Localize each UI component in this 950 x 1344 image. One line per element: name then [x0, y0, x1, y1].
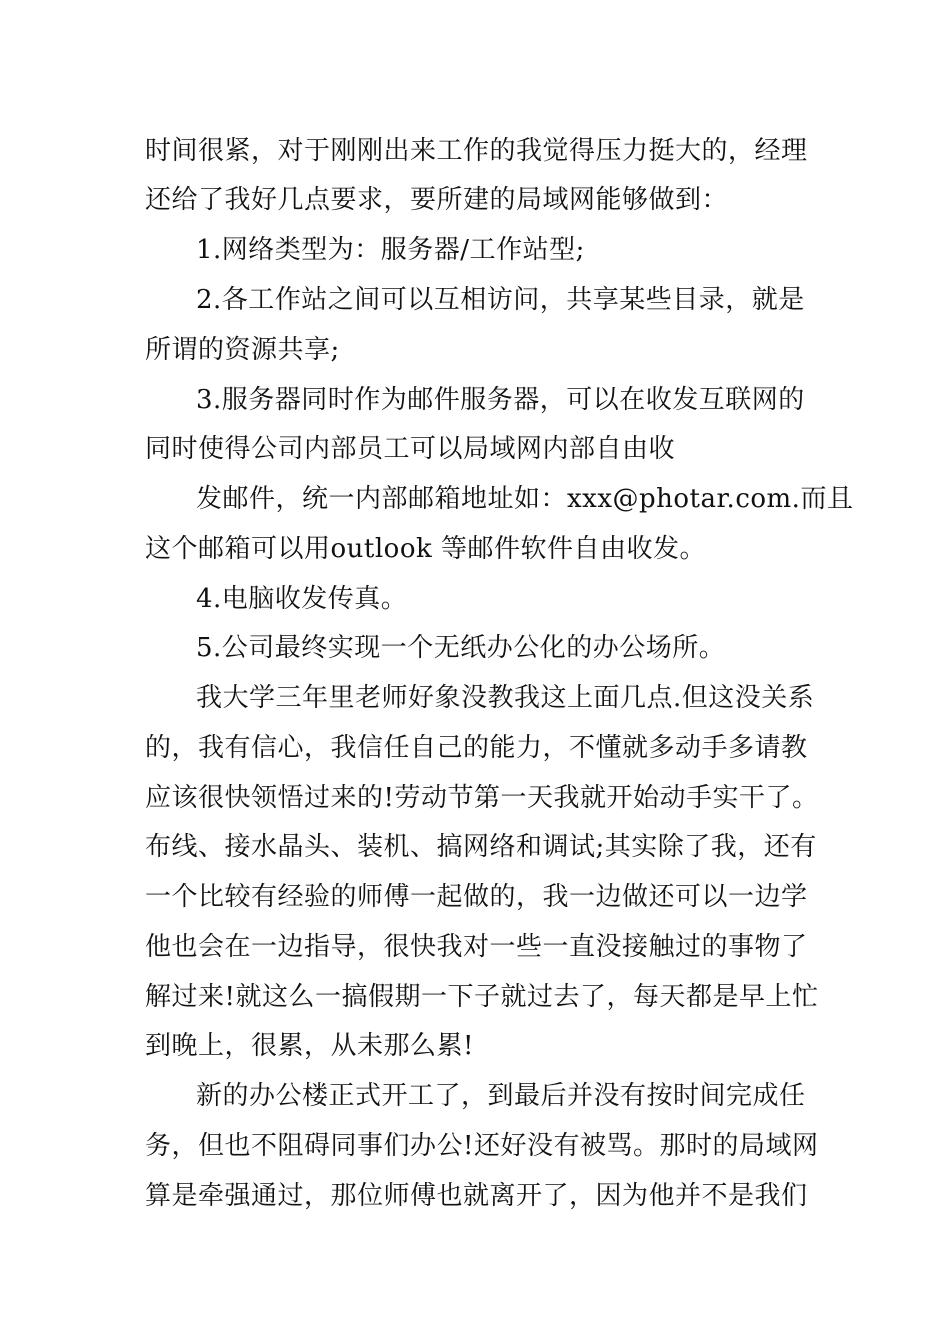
text-line: 一个比较有经验的师傅一起做的，我一边做还可以一边学 — [145, 882, 808, 912]
text-line: 应该很快领悟过来的!劳动节第一天我就开始动手实干了。 — [145, 783, 819, 813]
text-line: 所谓的资源共享; — [145, 335, 340, 365]
text-line: 他也会在一边指导，很快我对一些一直没接触过的事物了 — [145, 932, 808, 962]
text-line: 发邮件，统一内部邮箱地址如：xxx@photar.com.而且 — [196, 484, 854, 514]
text-line: 还给了我好几点要求，要所建的局域网能够做到： — [145, 185, 729, 215]
text-line: 解过来!就这么一搞假期一下子就过去了，每天都是早上忙 — [145, 982, 819, 1012]
text-line: 算是牵强通过，那位师傅也就离开了，因为他并不是我们 — [145, 1181, 808, 1211]
list-item-2: 2.各工作站之间可以互相访问，共享某些目录，就是 — [196, 285, 805, 315]
text-line: 布线、接水晶头、装机、搞网络和调试;其实除了我，还有 — [145, 832, 817, 862]
text-line: 时间很紧，对于刚刚出来工作的我觉得压力挺大的，经理 — [145, 136, 808, 166]
text-line: 务，但也不阻碍同事们办公!还好没有被骂。那时的局域网 — [145, 1131, 819, 1161]
paragraph-start: 我大学三年里老师好象没教我这上面几点.但这没关系 — [196, 683, 815, 713]
text-line: 这个邮箱可以用outlook 等邮件软件自由收发。 — [145, 534, 706, 564]
text-line: 同时使得公司内部员工可以局域网内部自由收 — [145, 434, 676, 464]
list-item-5: 5.公司最终实现一个无纸办公化的办公场所。 — [196, 633, 726, 663]
text-line: 的，我有信心，我信任自己的能力，不懂就多动手多请教 — [145, 733, 808, 763]
list-item-4: 4.电脑收发传真。 — [196, 584, 408, 614]
list-item-3: 3.服务器同时作为邮件服务器，可以在收发互联网的 — [196, 385, 805, 415]
paragraph-start: 新的办公楼正式开工了，到最后并没有按时间完成任 — [196, 1081, 806, 1111]
text-line: 到晚上，很累，从未那么累! — [145, 1031, 474, 1061]
list-item-1: 1.网络类型为：服务器/工作站型; — [196, 235, 585, 265]
